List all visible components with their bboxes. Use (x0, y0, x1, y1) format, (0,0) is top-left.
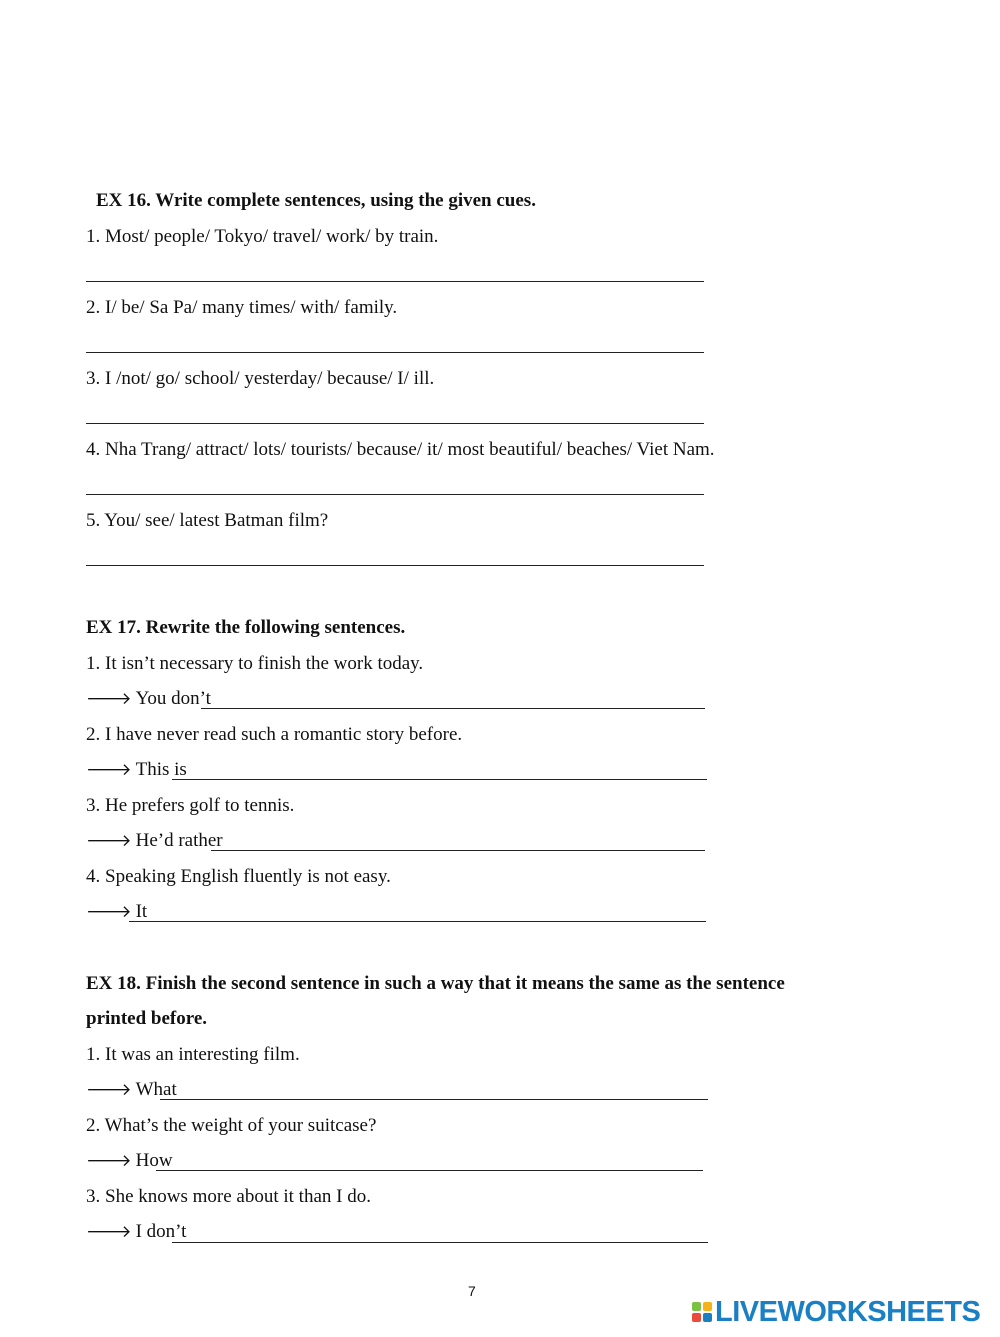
arrow-icon: 🡒 (86, 689, 132, 709)
ex17-prompt-2: This is (135, 759, 187, 780)
ex18-answer-line-3[interactable] (172, 1242, 708, 1243)
ex16-heading: EX 16. Write complete sentences, using the given cues. (96, 190, 536, 211)
ex18-item-2: 2. What’s the weight of your suitcase? (86, 1115, 377, 1136)
ex17-answer-line-4[interactable] (129, 921, 706, 922)
logo-square (703, 1302, 712, 1311)
ex16-answer-line-1[interactable] (86, 281, 704, 282)
ex17-item-4: 4. Speaking English fluently is not easy. (86, 866, 391, 887)
ex18-prompt-1: What (135, 1079, 177, 1100)
ex16-item-2: 2. I/ be/ Sa Pa/ many times/ with/ family. (86, 297, 398, 318)
logo-square (692, 1313, 701, 1322)
ex17-prompt-1: You don’t (135, 688, 211, 709)
ex17-heading: EX 17. Rewrite the following sentences. (86, 617, 406, 638)
ex16-answer-line-2[interactable] (86, 352, 704, 353)
logo-square (692, 1302, 701, 1311)
ex18-answer-1 (86, 1079, 177, 1101)
ex16-item-4: 4. Nha Trang/ attract/ lots/ tourists/ because/ it/ most beautiful/ beaches/ Viet Nam. (86, 439, 715, 460)
ex16-item-1: 1. Most/ people/ Tokyo/ travel/ work/ by train. (86, 226, 439, 247)
ex17-answer-line-1[interactable] (201, 708, 705, 709)
ex17-answer-line-2[interactable] (172, 779, 707, 780)
ex16-answer-line-3[interactable] (86, 423, 704, 424)
ex17-answer-2 (86, 759, 187, 781)
arrow-icon: 🡒 (86, 831, 132, 851)
ex17-item-3: 3. He prefers golf to tennis. (86, 795, 295, 816)
ex18-heading-line-2: printed before. (86, 1008, 208, 1029)
ex16-item-5: 5. You/ see/ latest Batman film? (86, 510, 329, 531)
ex18-answer-line-2[interactable] (156, 1170, 703, 1171)
ex16-item-3: 3. I /not/ go/ school/ yesterday/ because/ I/ ill. (86, 368, 435, 389)
ex17-item-1: 1. It isn’t necessary to finish the work today. (86, 653, 424, 674)
ex17-answer-line-3[interactable] (211, 850, 705, 851)
arrow-icon: 🡒 (86, 760, 132, 780)
page-number: 7 (468, 1283, 476, 1299)
ex17-answer-1 (86, 688, 211, 710)
ex18-heading-line-1: EX 18. Finish the second sentence in such a way that it means the same as the sentence (86, 973, 785, 994)
ex17-answer-3 (86, 830, 223, 852)
arrow-icon: 🡒 (86, 1080, 132, 1100)
liveworksheets-logo-icon (692, 1302, 712, 1322)
ex16-answer-line-4[interactable] (86, 494, 704, 495)
ex17-item-2: 2. I have never read such a romantic story before. (86, 724, 463, 745)
ex16-answer-line-5[interactable] (86, 565, 704, 566)
arrow-icon: 🡒 (86, 902, 132, 922)
ex18-answer-line-1[interactable] (160, 1099, 708, 1100)
ex17-answer-4 (86, 901, 147, 923)
liveworksheets-logo[interactable] (692, 1296, 980, 1328)
ex18-item-3: 3. She knows more about it than I do. (86, 1186, 371, 1207)
ex17-prompt-3: He’d rather (135, 830, 223, 851)
ex18-answer-2 (86, 1150, 173, 1172)
ex18-prompt-2: How (135, 1150, 173, 1171)
ex18-prompt-3: I don’t (135, 1221, 187, 1242)
arrow-icon: 🡒 (86, 1151, 132, 1171)
arrow-icon: 🡒 (86, 1222, 132, 1242)
ex18-answer-3 (86, 1221, 186, 1243)
logo-square (703, 1313, 712, 1322)
ex17-prompt-4: It (135, 901, 148, 922)
liveworksheets-logo-text: LIVEWORKSHEETS (715, 1295, 981, 1328)
ex18-item-1: 1. It was an interesting film. (86, 1044, 300, 1065)
